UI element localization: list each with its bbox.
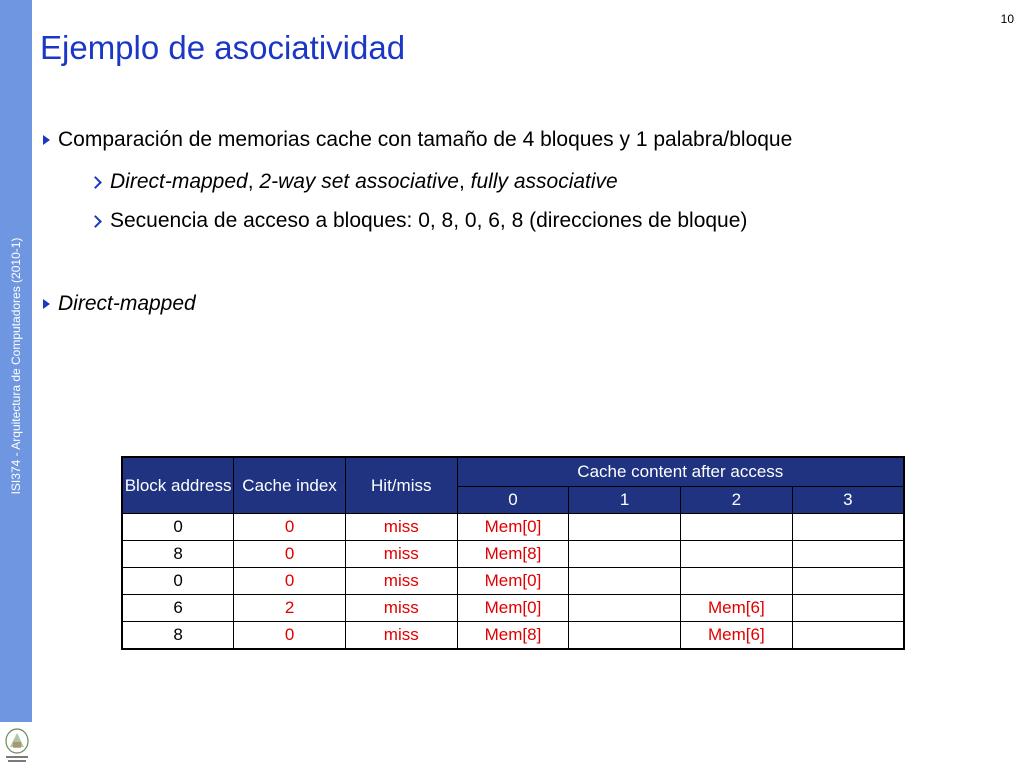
bullet-comparison: [43, 128, 792, 152]
bullet-text-2way: 2-way set associative: [259, 170, 459, 193]
cell-content-2: Mem[6]: [681, 595, 793, 622]
sidebar: [0, 0, 32, 722]
cell-content-0: Mem[0]: [457, 514, 569, 541]
cell-content-1: [569, 568, 681, 595]
cell-content-3: [792, 514, 904, 541]
header-cache-index: Cache index: [234, 457, 346, 514]
header-hit-miss: Hit/miss: [345, 457, 457, 514]
cell-content-1: [569, 595, 681, 622]
cell-index: 2: [234, 595, 346, 622]
cell-content-2: [681, 568, 793, 595]
cell-content-3: [792, 568, 904, 595]
table-row: [122, 541, 904, 568]
table-row: [122, 568, 904, 595]
cell-index: 0: [234, 541, 346, 568]
university-seal-icon: [2, 727, 32, 765]
cell-block: 0: [122, 568, 234, 595]
cell-content-0: Mem[8]: [457, 541, 569, 568]
header-col-3: 3: [792, 487, 904, 514]
cell-content-2: [681, 514, 793, 541]
cell-content-3: [792, 541, 904, 568]
cell-content-1: [569, 541, 681, 568]
cell-content-3: [792, 595, 904, 622]
cell-content-2: Mem[6]: [681, 622, 793, 650]
cell-content-2: [681, 541, 793, 568]
bullet-text: Secuencia de acceso a bloques: 0, 8, 0, 6, 8 (direcciones de bloque): [110, 209, 748, 232]
bullet-triangle-icon: [43, 135, 50, 145]
cell-block: 0: [122, 514, 234, 541]
cell-content-0: Mem[0]: [457, 595, 569, 622]
cell-block: 8: [122, 622, 234, 650]
bullet-text: Direct-mapped: [58, 292, 196, 315]
cell-index: 0: [234, 622, 346, 650]
slide-title: Ejemplo de asociatividad: [40, 29, 406, 66]
cell-content-1: [569, 514, 681, 541]
cell-content-0: Mem[8]: [457, 622, 569, 650]
sidebar-course-label: ISI374 - Arquitectura de Computadores (2010-1): [9, 237, 23, 495]
bullet-cache-types: [91, 170, 618, 194]
bullet-text-direct-mapped: Direct-mapped: [110, 170, 248, 193]
cell-content-1: [569, 622, 681, 650]
bullet-text: Comparación de memorias cache con tamaño de 4 bloques y 1 palabra/bloque: [58, 128, 793, 151]
cell-result: miss: [345, 595, 457, 622]
cell-result: miss: [345, 622, 457, 650]
separator: ,: [247, 170, 260, 193]
bullet-triangle-icon: [43, 299, 50, 309]
cache-table: [121, 456, 905, 650]
table-row: [122, 514, 904, 541]
separator: ,: [459, 170, 471, 193]
cell-content-3: [792, 622, 904, 650]
table-row: [122, 595, 904, 622]
cell-result: miss: [345, 541, 457, 568]
chevron-right-icon: [89, 215, 102, 228]
header-cache-content: Cache content after access: [457, 457, 904, 487]
page-number: 10: [1000, 12, 1014, 26]
table-row: [122, 622, 904, 650]
cell-index: 0: [234, 514, 346, 541]
bullet-access-sequence: [91, 209, 747, 233]
cell-result: miss: [345, 568, 457, 595]
cell-content-0: Mem[0]: [457, 568, 569, 595]
cell-block: 6: [122, 595, 234, 622]
cell-block: 8: [122, 541, 234, 568]
cell-index: 0: [234, 568, 346, 595]
header-block-address: Block address: [122, 457, 234, 514]
header-col-0: 0: [457, 487, 569, 514]
bullet-direct-mapped: [43, 292, 196, 316]
header-col-2: 2: [681, 487, 793, 514]
chevron-right-icon: [89, 176, 102, 189]
bullet-text-fully: fully associative: [470, 170, 618, 193]
cell-result: miss: [345, 514, 457, 541]
header-col-1: 1: [569, 487, 681, 514]
